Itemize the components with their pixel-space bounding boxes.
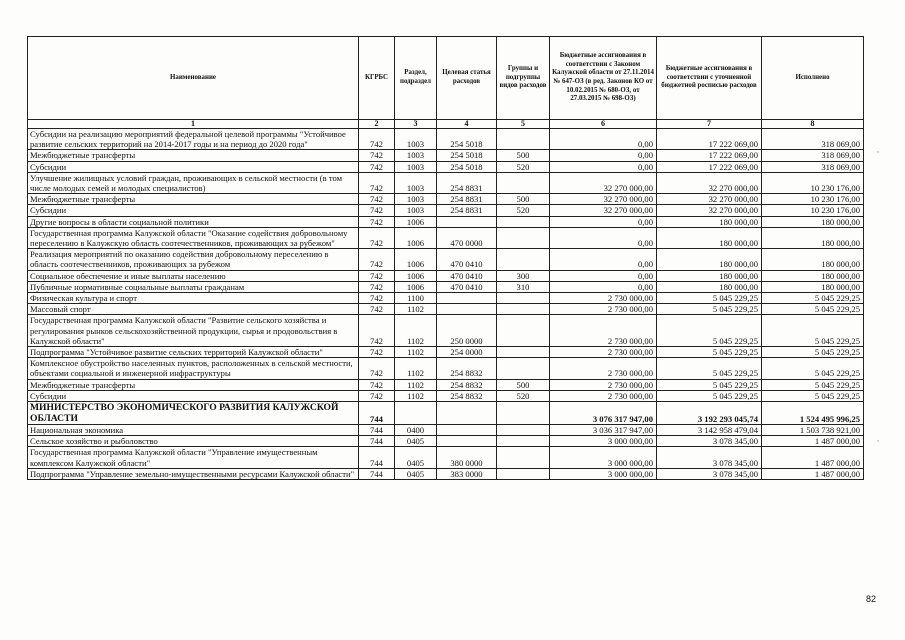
row-section: 1003: [395, 172, 437, 193]
row-refined-amount: 32 270 000,00: [657, 205, 762, 216]
row-name: Субсидии: [28, 161, 359, 172]
row-kgrbs: 744: [359, 468, 395, 479]
row-group: [497, 315, 550, 347]
column-number: 7: [657, 120, 762, 129]
row-kgrbs: 742: [359, 315, 395, 347]
header-row: [28, 37, 864, 120]
row-section: 1003: [395, 150, 437, 161]
row-group: 500: [497, 379, 550, 390]
row-target: [437, 304, 497, 315]
row-law-amount: 0,00: [550, 216, 657, 227]
row-section: 1100: [395, 293, 437, 304]
table-row: [28, 270, 864, 281]
row-target: [437, 425, 497, 436]
row-kgrbs: 742: [359, 390, 395, 401]
row-law-amount: 3 036 317 947,00: [550, 425, 657, 436]
row-name: Государственная программа Калужской области "Развитие сельского хозяйства и регулирования рынков сельскохозяйственной продукции, сырья и продовольствия в Калужской области": [28, 315, 359, 347]
row-group: 500: [497, 150, 550, 161]
header-name: Наименование: [28, 37, 359, 120]
row-kgrbs: 742: [359, 227, 395, 248]
row-executed-amount: 318 069,00: [762, 161, 864, 172]
row-refined-amount: 180 000,00: [657, 249, 762, 270]
row-section: 1003: [395, 129, 437, 150]
row-section: 1003: [395, 205, 437, 216]
table-row: [28, 315, 864, 347]
row-executed-amount: 5 045 229,25: [762, 304, 864, 315]
row-name: Другие вопросы в области социальной политики: [28, 216, 359, 227]
column-number: 3: [395, 120, 437, 129]
row-law-amount: 32 270 000,00: [550, 172, 657, 193]
row-section: 0405: [395, 436, 437, 447]
row-group: [497, 447, 550, 468]
row-section: 1102: [395, 304, 437, 315]
row-section: 0400: [395, 425, 437, 436]
header-target: Целевая статья расходов: [437, 37, 497, 120]
row-target: [437, 216, 497, 227]
row-section: 1102: [395, 379, 437, 390]
row-refined-amount: 5 045 229,25: [657, 293, 762, 304]
row-target: 383 0000: [437, 468, 497, 479]
row-executed-amount: 5 045 229,25: [762, 347, 864, 358]
row-executed-amount: 1 503 738 921,00: [762, 425, 864, 436]
header-law: Бюджетные ассигнования в соответствии с Законом Калужской области от 27.11.2014 № 647-ОЗ (в ред. Законов КО от 10.02.2015 № 680-ОЗ, от 27.03.2015 № 698-ОЗ): [550, 37, 657, 120]
row-kgrbs: 742: [359, 304, 395, 315]
table-row: [28, 379, 864, 390]
table-row: [28, 172, 864, 193]
row-refined-amount: 3 142 958 479,04: [657, 425, 762, 436]
row-refined-amount: 3 078 345,00: [657, 436, 762, 447]
row-refined-amount: 17 222 069,00: [657, 129, 762, 150]
row-section: 1006: [395, 216, 437, 227]
table-row: [28, 216, 864, 227]
table-row: [28, 468, 864, 479]
row-refined-amount: 32 270 000,00: [657, 172, 762, 193]
row-executed-amount: 180 000,00: [762, 281, 864, 292]
row-target: 254 8832: [437, 390, 497, 401]
row-name: Улучшение жилищных условий граждан, проживающих в сельской местности (в том числе молодых семей и молодых специалистов): [28, 172, 359, 193]
row-law-amount: 32 270 000,00: [550, 194, 657, 205]
row-name: Межбюджетные трансферты: [28, 379, 359, 390]
row-target: 254 5018: [437, 129, 497, 150]
row-name: Субсидии: [28, 205, 359, 216]
row-name: Сельское хозяйство и рыболовство: [28, 436, 359, 447]
row-target: [437, 293, 497, 304]
row-target: 470 0410: [437, 281, 497, 292]
table-row: [28, 205, 864, 216]
page-number: 82: [866, 594, 877, 604]
row-group: [497, 216, 550, 227]
row-law-amount: 0,00: [550, 150, 657, 161]
row-executed-amount: 318 069,00: [762, 129, 864, 150]
table-row: [28, 425, 864, 436]
row-kgrbs: 742: [359, 358, 395, 379]
column-number: 4: [437, 120, 497, 129]
table-row: [28, 304, 864, 315]
table-row: [28, 161, 864, 172]
row-executed-amount: 5 045 229,25: [762, 379, 864, 390]
row-kgrbs: 744: [359, 425, 395, 436]
row-kgrbs: 742: [359, 281, 395, 292]
row-group: [497, 436, 550, 447]
row-target: 254 0000: [437, 347, 497, 358]
row-kgrbs: 742: [359, 150, 395, 161]
row-group: [497, 129, 550, 150]
table-row: [28, 249, 864, 270]
row-name: Подпрограмма "Управление земельно-имущественными ресурсами Калужской области": [28, 468, 359, 479]
row-group: [497, 358, 550, 379]
row-target: 250 0000: [437, 315, 497, 347]
row-law-amount: 0,00: [550, 129, 657, 150]
row-kgrbs: 742: [359, 379, 395, 390]
row-refined-amount: 5 045 229,25: [657, 379, 762, 390]
row-law-amount: 2 730 000,00: [550, 358, 657, 379]
row-group: [497, 293, 550, 304]
row-name: Комплексное обустройство населенных пунктов, расположенных в сельской местности, объектами социальной и инженерной инфраструктуры: [28, 358, 359, 379]
table-row: [28, 194, 864, 205]
row-refined-amount: 17 222 069,00: [657, 161, 762, 172]
column-number: 2: [359, 120, 395, 129]
row-name: Межбюджетные трансферты: [28, 194, 359, 205]
row-group: 520: [497, 205, 550, 216]
row-refined-amount: 5 045 229,25: [657, 304, 762, 315]
row-group: 520: [497, 161, 550, 172]
row-executed-amount: 5 045 229,25: [762, 358, 864, 379]
table-row: [28, 227, 864, 248]
row-kgrbs: 744: [359, 402, 395, 425]
row-refined-amount: 17 222 069,00: [657, 150, 762, 161]
table-row: [28, 129, 864, 150]
row-law-amount: 3 076 317 947,00: [550, 402, 657, 425]
row-kgrbs: 742: [359, 293, 395, 304]
row-refined-amount: 180 000,00: [657, 281, 762, 292]
row-group: [497, 227, 550, 248]
table-row: [28, 293, 864, 304]
row-executed-amount: 1 487 000,00: [762, 468, 864, 479]
row-kgrbs: 744: [359, 436, 395, 447]
row-group: 300: [497, 270, 550, 281]
table-row: [28, 347, 864, 358]
row-kgrbs: 742: [359, 194, 395, 205]
row-executed-amount: 10 230 176,00: [762, 194, 864, 205]
row-law-amount: 0,00: [550, 227, 657, 248]
row-law-amount: 0,00: [550, 270, 657, 281]
row-section: 1006: [395, 249, 437, 270]
row-group: [497, 347, 550, 358]
row-group: [497, 402, 550, 425]
row-name: Социальное обеспечение и иные выплаты населению: [28, 270, 359, 281]
row-executed-amount: 5 045 229,25: [762, 390, 864, 401]
row-executed-amount: 180 000,00: [762, 227, 864, 248]
row-name: Физическая культура и спорт: [28, 293, 359, 304]
table-row: [28, 358, 864, 379]
row-target: 380 0000: [437, 447, 497, 468]
row-name: Национальная экономика: [28, 425, 359, 436]
row-refined-amount: 5 045 229,25: [657, 358, 762, 379]
row-executed-amount: 1 524 495 996,25: [762, 402, 864, 425]
row-section: 1003: [395, 161, 437, 172]
table-row: [28, 150, 864, 161]
row-target: 254 5018: [437, 150, 497, 161]
row-target: [437, 402, 497, 425]
header-refined: Бюджетные ассигнования в соответствии с уточненной бюджетной росписью расходов: [657, 37, 762, 120]
row-target: 254 8832: [437, 379, 497, 390]
column-number-row: [28, 120, 864, 129]
row-section: 0405: [395, 468, 437, 479]
row-kgrbs: 742: [359, 216, 395, 227]
row-refined-amount: 180 000,00: [657, 227, 762, 248]
row-law-amount: 2 730 000,00: [550, 293, 657, 304]
row-group: 500: [497, 194, 550, 205]
row-law-amount: 3 000 000,00: [550, 447, 657, 468]
row-target: 470 0000: [437, 227, 497, 248]
row-law-amount: 3 000 000,00: [550, 468, 657, 479]
row-name: МИНИСТЕРСТВО ЭКОНОМИЧЕСКОГО РАЗВИТИЯ КАЛУЖСКОЙ ОБЛАСТИ: [28, 402, 359, 425]
scan-mark: ,: [877, 436, 879, 443]
row-law-amount: 0,00: [550, 281, 657, 292]
row-section: 1003: [395, 194, 437, 205]
row-section: 1006: [395, 281, 437, 292]
row-executed-amount: 10 230 176,00: [762, 205, 864, 216]
column-number: 8: [762, 120, 864, 129]
row-executed-amount: 318 069,00: [762, 150, 864, 161]
table-row: [28, 402, 864, 425]
row-executed-amount: 180 000,00: [762, 249, 864, 270]
row-section: 1102: [395, 347, 437, 358]
row-law-amount: 2 730 000,00: [550, 315, 657, 347]
row-kgrbs: 742: [359, 249, 395, 270]
row-law-amount: 2 730 000,00: [550, 347, 657, 358]
row-law-amount: 3 000 000,00: [550, 436, 657, 447]
row-target: 254 8831: [437, 172, 497, 193]
row-name: Государственная программа Калужской области "Оказание содействия добровольному переселению в Калужскую область соотечественников, проживающих за рубежом": [28, 227, 359, 248]
header-section: Раздел, подраздел: [395, 37, 437, 120]
row-refined-amount: 180 000,00: [657, 216, 762, 227]
row-section: 1006: [395, 227, 437, 248]
row-name: Подпрограмма "Устойчивое развитие сельских территорий Калужской области": [28, 347, 359, 358]
row-group: [497, 172, 550, 193]
row-refined-amount: 5 045 229,25: [657, 390, 762, 401]
row-group: [497, 425, 550, 436]
header-kgrbs: КГРБС: [359, 37, 395, 120]
row-law-amount: 2 730 000,00: [550, 379, 657, 390]
table-row: [28, 281, 864, 292]
row-target: 254 8832: [437, 358, 497, 379]
row-name: Межбюджетные трансферты: [28, 150, 359, 161]
row-name: Реализация мероприятий по оказанию содействия добровольному переселению в область соотечественников, проживающих за рубежом: [28, 249, 359, 270]
row-executed-amount: 10 230 176,00: [762, 172, 864, 193]
row-kgrbs: 742: [359, 205, 395, 216]
row-refined-amount: 3 078 345,00: [657, 468, 762, 479]
row-refined-amount: 5 045 229,25: [657, 347, 762, 358]
row-kgrbs: 742: [359, 161, 395, 172]
row-target: [437, 436, 497, 447]
row-group: 520: [497, 390, 550, 401]
row-target: 470 0410: [437, 249, 497, 270]
row-kgrbs: 742: [359, 270, 395, 281]
row-section: 1102: [395, 390, 437, 401]
table-row: [28, 447, 864, 468]
header-executed: Исполнено: [762, 37, 864, 120]
budget-table: [27, 36, 864, 480]
row-group: [497, 249, 550, 270]
row-group: [497, 468, 550, 479]
row-section: 0405: [395, 447, 437, 468]
row-target: 254 8831: [437, 194, 497, 205]
row-target: 254 5018: [437, 161, 497, 172]
scan-mark: ,: [877, 147, 879, 154]
row-kgrbs: 744: [359, 447, 395, 468]
table-row: [28, 436, 864, 447]
row-law-amount: 2 730 000,00: [550, 390, 657, 401]
row-section: 1006: [395, 270, 437, 281]
row-kgrbs: 742: [359, 347, 395, 358]
row-target: 470 0410: [437, 270, 497, 281]
row-name: Субсидии: [28, 390, 359, 401]
row-section: [395, 402, 437, 425]
table-body: [28, 129, 864, 480]
row-kgrbs: 742: [359, 172, 395, 193]
row-executed-amount: 180 000,00: [762, 216, 864, 227]
row-executed-amount: 180 000,00: [762, 270, 864, 281]
column-number: 6: [550, 120, 657, 129]
row-executed-amount: 5 045 229,25: [762, 315, 864, 347]
row-target: 254 8831: [437, 205, 497, 216]
row-law-amount: 0,00: [550, 161, 657, 172]
row-section: 1102: [395, 315, 437, 347]
row-refined-amount: 5 045 229,25: [657, 315, 762, 347]
row-kgrbs: 742: [359, 129, 395, 150]
row-name: Публичные нормативные социальные выплаты гражданам: [28, 281, 359, 292]
header-groups: Группы и подгруппы видов расходов: [497, 37, 550, 120]
row-executed-amount: 1 487 000,00: [762, 436, 864, 447]
row-refined-amount: 32 270 000,00: [657, 194, 762, 205]
row-name: Государственная программа Калужской области "Управление имущественным комплексом Калужской области": [28, 447, 359, 468]
column-number: 1: [28, 120, 359, 129]
row-refined-amount: 3 078 345,00: [657, 447, 762, 468]
row-refined-amount: 3 192 293 045,74: [657, 402, 762, 425]
row-executed-amount: 5 045 229,25: [762, 293, 864, 304]
row-section: 1102: [395, 358, 437, 379]
row-executed-amount: 1 487 000,00: [762, 447, 864, 468]
row-law-amount: 32 270 000,00: [550, 205, 657, 216]
column-number: 5: [497, 120, 550, 129]
row-name: Субсидии на реализацию мероприятий федеральной целевой программы "Устойчивое развитие сельских территорий на 2014-2017 годы и на период до 2020 года": [28, 129, 359, 150]
row-group: [497, 304, 550, 315]
row-group: 310: [497, 281, 550, 292]
row-law-amount: 0,00: [550, 249, 657, 270]
row-name: Массовый спорт: [28, 304, 359, 315]
row-law-amount: 2 730 000,00: [550, 304, 657, 315]
row-refined-amount: 180 000,00: [657, 270, 762, 281]
table-row: [28, 390, 864, 401]
